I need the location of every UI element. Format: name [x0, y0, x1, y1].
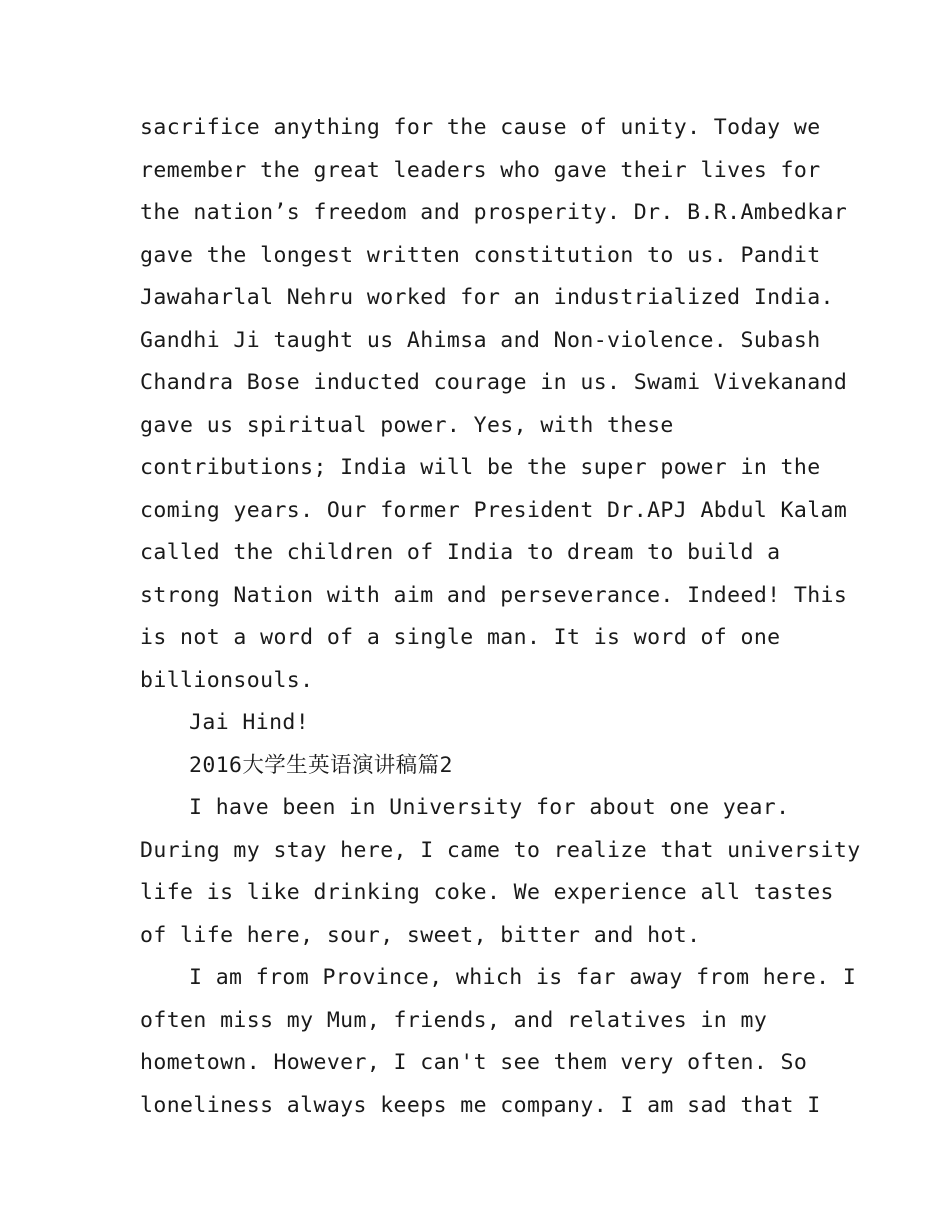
text-line: the nation’s freedom and prosperity. Dr. B.R.Ambedkar: [140, 200, 848, 225]
text-line: called the children of India to dream to build a: [140, 540, 781, 565]
text-line: sacrifice anything for the cause of unity. Today we: [140, 115, 821, 140]
document-page: [140, 107, 861, 1127]
text-line: strong Nation with aim and perseverance. Indeed! This: [140, 582, 848, 608]
paragraph-start-line: I have been in University for about one year.: [189, 795, 790, 820]
text-line: remember the great leaders who gave their lives for: [140, 157, 821, 183]
closing-line: Jai Hind!: [189, 710, 310, 735]
text-line: is not a word of a single man. It is word of one: [140, 625, 781, 650]
text-line: billionsouls.: [140, 667, 314, 693]
text-line: Gandhi Ji taught us Ahimsa and Non-violence. Subash: [140, 327, 821, 353]
text-line: hometown. However, I can't see them very often. So: [140, 1050, 808, 1075]
section-heading: 2016大学生英语演讲稿篇2: [189, 752, 453, 778]
text-line: gave us spiritual power. Yes, with these: [140, 412, 674, 438]
text-line: contributions; India will be the super power in the: [140, 455, 821, 480]
text-line: loneliness always keeps me company. I am sad that I: [140, 1092, 821, 1118]
text-line: often miss my Mum, friends, and relatives in my: [140, 1007, 768, 1033]
text-line: gave the longest written constitution to us. Pandit: [140, 242, 821, 268]
text-line: Jawaharlal Nehru worked for an industrialized India.: [140, 285, 834, 310]
text-line: coming years. Our former President Dr.APJ Abdul Kalam: [140, 497, 848, 523]
text-line: Chandra Bose inducted courage in us. Swami Vivekanand: [140, 370, 848, 395]
paragraph-start-line: I am from Province, which is far away from here. I: [189, 965, 857, 990]
text-line: life is like drinking coke. We experience all tastes: [140, 880, 834, 905]
text-line: During my stay here, I came to realize that university: [140, 837, 861, 863]
text-line: of life here, sour, sweet, bitter and hot.: [140, 922, 701, 948]
